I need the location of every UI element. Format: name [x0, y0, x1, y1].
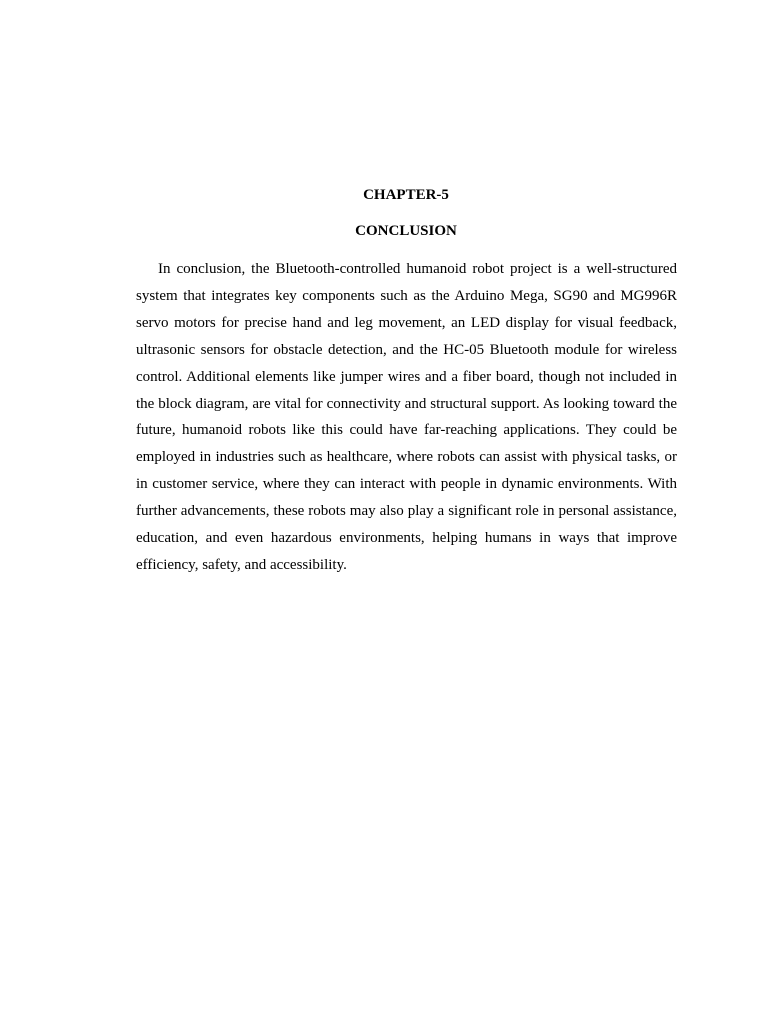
chapter-number-heading: CHAPTER-5	[363, 187, 449, 203]
conclusion-paragraph: In conclusion, the Bluetooth-controlled humanoid robot project is a well-structured system that integrates key components such as the Arduino Mega, SG90 and MG996R servo motors for precise hand and leg movement, an LED display for visual feedback, ultrasonic sensors for obstacle detection, and the HC-05 Bluetooth module for wireless control. Additional elements like jumper wires and a fiber board, though not included in the block diagram, are vital for connectivity and structural support. As looking toward the future, humanoid robots like this could have far-reaching applications. They could be employed in industries such as healthcare, where robots can assist with physical tasks, or in customer service, where they can interact with people in dynamic environments. With further advancements, these robots may also play a significant role in personal assistance, education, and even hazardous environments, helping humans in ways that improve efficiency, safety, and accessibility.	[136, 261, 677, 573]
chapter-title-heading: CONCLUSION	[355, 223, 457, 239]
